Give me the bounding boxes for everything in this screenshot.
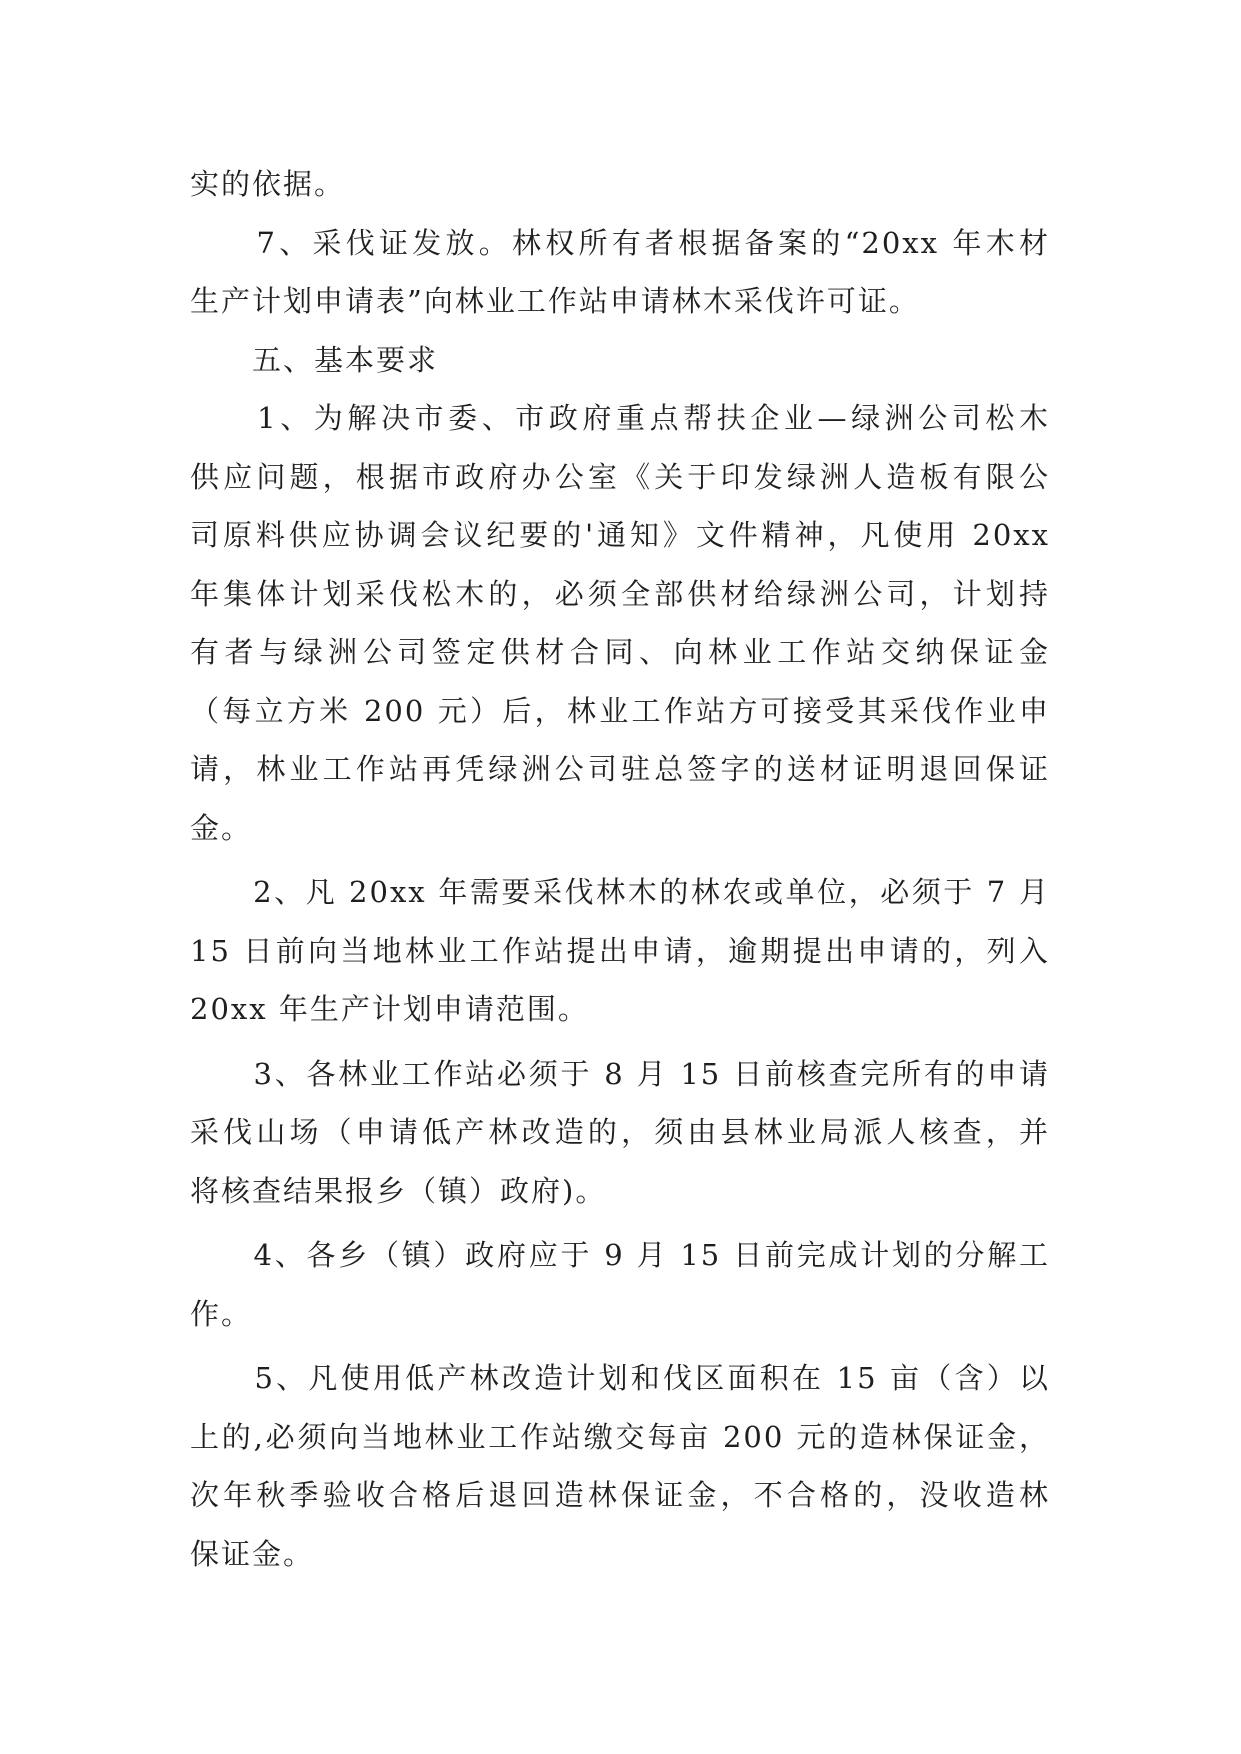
paragraph-requirement-5 [190,1349,1050,1583]
document-page [190,155,1050,1583]
paragraph-requirement-3 [190,1045,1050,1221]
text-line: 20xx 年生产计划申请范围。 [190,992,589,1026]
text-line: 生产计划申请表”向林业工作站申请林木采伐许可证。 [190,284,920,318]
text-line: 7、采伐证发放。林权所有者根据备案的“20xx 年木材 [190,225,1050,260]
text-line: 作。 [190,1296,253,1331]
section-heading-basic-requirements [190,331,1050,390]
text-line: 五、基本要求 [190,342,439,377]
text-line: 司原料供应协调会议纪要的'通知》文件精神，凡使用 20xx [190,518,1050,552]
paragraph-requirement-4 [190,1226,1050,1343]
paragraph-continuation [190,155,1050,214]
text-line: 3、各林业工作站必须于 8 月 15 日前核查完所有的申请 [190,1056,1050,1091]
text-line: 15 日前向当地林业工作站提出申请，逾期提出申请的，列入 [190,933,1050,968]
paragraph-item-7-permit-issuance [190,214,1050,331]
text-line: 金。 [190,810,253,845]
text-line: 供应问题，根据市政府办公室《关于印发绿洲人造板有限公 [190,459,1050,494]
text-line: （每立方米 200 元）后，林业工作站方可接受其采伐作业申 [190,693,1050,728]
text-line: 1、为解决市委、市政府重点帮扶企业—绿洲公司松木 [190,401,1050,435]
text-line: 4、各乡（镇）政府应于 9 月 15 日前完成计划的分解工 [190,1238,1050,1272]
paragraph-requirement-1 [190,389,1050,857]
paragraph-requirement-2 [190,863,1050,1039]
text-line: 保证金。 [190,1536,315,1571]
text-line: 有者与绿洲公司签定供材合同、向林业工作站交纳保证金 [190,635,1050,669]
text-line: 将核查结果报乡（镇）政府)。 [190,1173,607,1208]
text-line: 5、凡使用低产林改造计划和伐区面积在 15 亩（含）以 [190,1361,1050,1395]
text-line: 上的,必须向当地林业工作站缴交每亩 200 元的造林保证金， [190,1419,1050,1454]
text-line: 采伐山场（申请低产林改造的，须由县林业局派人核查，并 [190,1115,1050,1149]
text-line: 请，林业工作站再凭绿洲公司驻总签字的送材证明退回保证 [190,752,1050,786]
text-line: 年集体计划采伐松木的，必须全部供材给绿洲公司，计划持 [190,576,1050,611]
text-line: 实的依据。 [190,167,346,201]
text-line: 次年秋季验收合格后退回造林保证金，不合格的，没收造林 [190,1478,1050,1512]
text-line: 2、凡 20xx 年需要采伐林木的林农或单位，必须于 7 月 [190,875,1050,909]
